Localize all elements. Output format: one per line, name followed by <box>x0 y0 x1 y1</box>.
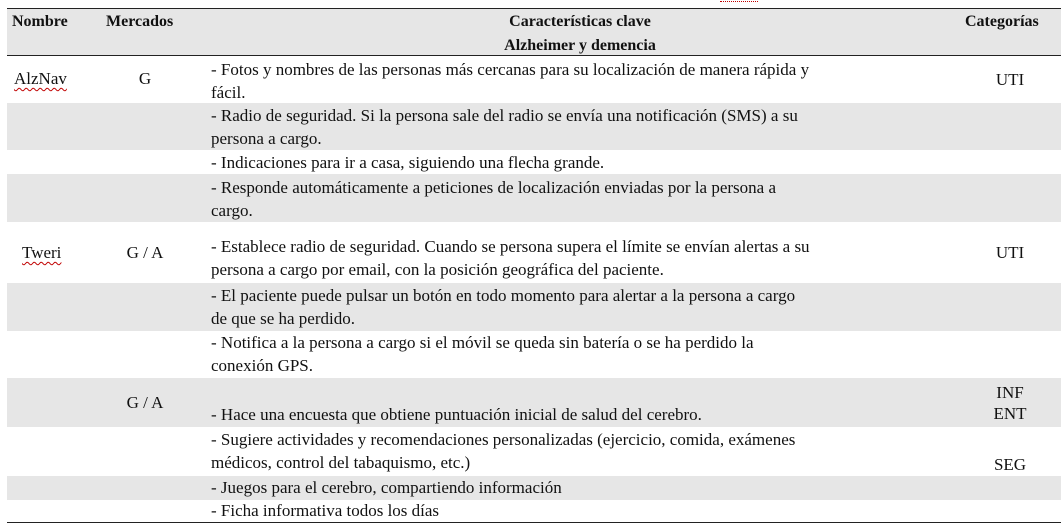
spellcheck-mark <box>720 1 758 3</box>
app-market: G / A <box>126 393 164 412</box>
feature-line: - Juegos para el cerebro, compartiendo información <box>211 478 562 497</box>
app-category: UTI <box>995 243 1025 262</box>
app-name-tweri: Tweri <box>22 243 62 262</box>
header-categorias: Categorías <box>965 13 1039 30</box>
feature-line: persona a cargo. <box>211 129 322 148</box>
app-market: G / A <box>126 243 164 262</box>
bottom-rule <box>7 522 1061 523</box>
app-category: ENT <box>993 404 1027 423</box>
feature-line: - Establece radio de seguridad. Cuando se persona supera el límite se envían alertas a su <box>211 237 810 256</box>
header-nombre: Nombre <box>12 13 68 30</box>
header-mercados: Mercados <box>106 13 174 30</box>
feature-line: - Hace una encuesta que obtiene puntuación inicial de salud del cerebro. <box>211 405 702 424</box>
top-rule <box>7 8 1061 9</box>
feature-line: - Radio de seguridad. Si la persona sale del radio se envía una notificación (SMS) a su <box>211 106 798 125</box>
feature-line: persona a cargo por email, con la posición geográfica del paciente. <box>211 260 664 279</box>
feature-line: conexión GPS. <box>211 356 313 375</box>
header-caracteristicas: Características clave <box>509 13 651 30</box>
feature-line: - Responde automáticamente a peticiones de localización enviadas por la persona a <box>211 178 777 197</box>
feature-line: - Ficha informativa todos los días <box>211 501 440 520</box>
app-category: UTI <box>995 70 1025 89</box>
feature-line: - Notifica a la persona a cargo si el móvil se queda sin batería o se ha perdido la <box>211 333 754 352</box>
feature-line: fácil. <box>211 83 246 102</box>
feature-line: - El paciente puede pulsar un botón en todo momento para alertar a la persona a cargo <box>211 286 796 305</box>
feature-line: - Sugiere actividades y recomendaciones personalizadas (ejercicio, comida, exámenes <box>211 430 796 449</box>
feature-line: - Fotos y nombres de las personas más cercanas para su localización de manera rápida y <box>211 60 810 79</box>
app-category: INF <box>996 383 1024 402</box>
section-title: Alzheimer y demencia <box>504 37 656 54</box>
feature-line: médicos, control del tabaquismo, etc.) <box>211 453 471 472</box>
feature-line: - Indicaciones para ir a casa, siguiendo una flecha grande. <box>211 153 605 172</box>
app-name-alznav: AlzNav <box>14 69 67 88</box>
app-category: SEG <box>993 455 1027 474</box>
feature-line: de que se ha perdido. <box>211 309 355 328</box>
app-market: G <box>138 69 152 88</box>
feature-line: cargo. <box>211 201 253 220</box>
